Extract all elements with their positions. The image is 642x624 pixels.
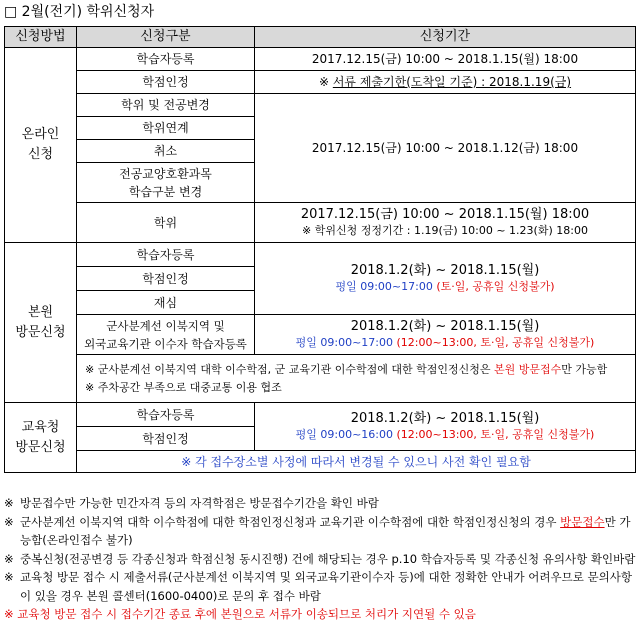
header-category: 신청구분 <box>77 27 255 48</box>
application-schedule-table <box>4 26 636 473</box>
footer-note <box>4 568 636 605</box>
table-row <box>5 355 636 403</box>
weekday-hours: 평일 09:00~17:00 <box>295 335 397 349</box>
category-cell: 학위 <box>77 203 255 243</box>
period-cell <box>255 315 636 355</box>
closed-days: (12:00~13:00, 토·일, 공휴일 신청불가) <box>396 335 595 349</box>
note-mark: ※ <box>4 551 14 566</box>
footer-note-text: 중복신청(전공변경 등 각종신청과 학점신청 동시진행) 건에 해당되는 경우 p.10 학습자등록 및 각종신청 유의사항 확인바람 <box>20 551 636 566</box>
correction-period-note: ※ 학위신청 정정기간 : 1.19(금) 10:00 ~ 1.23(화) 18:00 <box>302 223 588 237</box>
footer-note-text: 교육청 방문 접수 시 제출서류(군사분계선 이북지역 및 외국교육기관이수자 등)에 대한 정확한 안내가 어려우므로 문의사항이 있을 경우 본원 콜센터(1600-0400)로 문의 후 접수 바람 <box>20 570 632 603</box>
weekday-hours: 평일 09:00~16:00 <box>295 427 397 441</box>
period-text: 2018.1.2(화) ~ 2018.1.15(월) <box>350 262 540 278</box>
period-text: 2018.1.2(화) ~ 2018.1.15(월) <box>350 318 540 334</box>
header-period: 신청기간 <box>255 27 636 48</box>
table-row <box>5 203 636 243</box>
category-cell: 학습자등록 <box>77 48 255 71</box>
office-note: ※ 각 접수장소별 사정에 따라서 변경될 수 있으니 사전 확인 필요함 <box>77 451 636 473</box>
footer-note-text: 방문접수만 가능한 민간자격 등의 자격학점은 방문접수기간을 확인 바람 <box>20 496 379 510</box>
note-mark: ※ <box>4 570 14 584</box>
table-header-row <box>5 27 636 48</box>
category-cell: 학위 및 전공변경 <box>77 94 255 117</box>
category-cell: 군사분계선 이북지역 및 외국교육기관 이수자 학습자등록 <box>77 315 255 355</box>
method-online: 온라인 신청 <box>5 48 77 243</box>
submission-deadline: 서류 제출기한(도착일 기준) : 2018.1.19(금) <box>332 75 572 89</box>
table-row <box>5 243 636 267</box>
footer-note-text: 만 가능함(온라인접수 불가) <box>20 514 631 547</box>
category-cell: 학습자등록 <box>77 403 255 427</box>
category-cell: 학점인정 <box>77 267 255 291</box>
table-row <box>5 403 636 427</box>
category-cell: 전공교양호환과목 학습구분 변경 <box>77 163 255 203</box>
category-cell: 학위연계 <box>77 117 255 140</box>
period-cell <box>255 243 636 315</box>
visit-only-highlight: 본원 방문접수 <box>493 362 562 376</box>
period-text: 2018.1.2(화) ~ 2018.1.15(월) <box>350 410 540 426</box>
table-row <box>5 94 636 117</box>
visit-note-2: ※ 주차공간 부족으로 대중교통 이용 협조 <box>85 380 282 394</box>
closed-days: (12:00~13:00, 토·일, 공휴일 신청불가) <box>396 427 595 441</box>
period-cell <box>255 403 636 451</box>
table-row <box>5 451 636 473</box>
period-cell: 2017.12.15(금) 10:00 ~ 2018.1.12(금) 18:00 <box>255 94 636 203</box>
category-cell: 학점인정 <box>77 427 255 451</box>
table-row <box>5 315 636 355</box>
visit-only-highlight: 방문접수 <box>560 514 605 529</box>
footer-note <box>4 513 636 550</box>
closed-days: (토·일, 공휴일 신청불가) <box>436 279 555 293</box>
category-cell: 학점인정 <box>77 71 255 94</box>
header-method: 신청방법 <box>5 27 77 48</box>
footer-warning: ※ 교육청 방문 접수 시 접수기간 종료 후에 본원으로 서류가 이송되므로 처리가 지연될 수 있음 <box>4 607 476 621</box>
category-cell: 재심 <box>77 291 255 315</box>
method-visit: 본원 방문신청 <box>5 243 77 403</box>
section-title: □ 2월(전기) 학위신청자 <box>4 4 155 20</box>
method-office: 교육청 방문신청 <box>5 403 77 473</box>
period-cell <box>255 203 636 243</box>
category-cell: 취소 <box>77 140 255 163</box>
note-mark: ※ <box>318 75 333 89</box>
table-row <box>5 71 636 94</box>
note-mark: ※ <box>4 514 14 529</box>
period-cell: 2017.12.15(금) 10:00 ~ 2018.1.15(월) 18:00 <box>255 48 636 71</box>
category-cell: 학습자등록 <box>77 243 255 267</box>
footer-note <box>4 494 636 513</box>
footer-notes <box>4 494 636 624</box>
visit-note-1-end: 만 가능함 <box>561 362 608 376</box>
period-note-cell <box>255 71 636 94</box>
note-mark: ※ <box>4 496 14 510</box>
weekday-hours: 평일 09:00~17:00 <box>335 279 437 293</box>
footer-note <box>4 550 636 569</box>
footer-note-text: 군사분계선 이북지역 대학 이수학점에 대한 학점인정신청과 교육기관 이수학점에 대한 학점인정신청의 경우 <box>20 514 561 529</box>
visit-note-1: ※ 군사분계선 이북지역 대학 이수학점, 군 교육기관 이수학점에 대한 학점인정신청은 <box>85 362 494 376</box>
period-text: 2017.12.15(금) 10:00 ~ 2018.1.15(월) 18:00 <box>300 206 590 222</box>
table-row <box>5 48 636 71</box>
visit-notes <box>77 355 636 403</box>
